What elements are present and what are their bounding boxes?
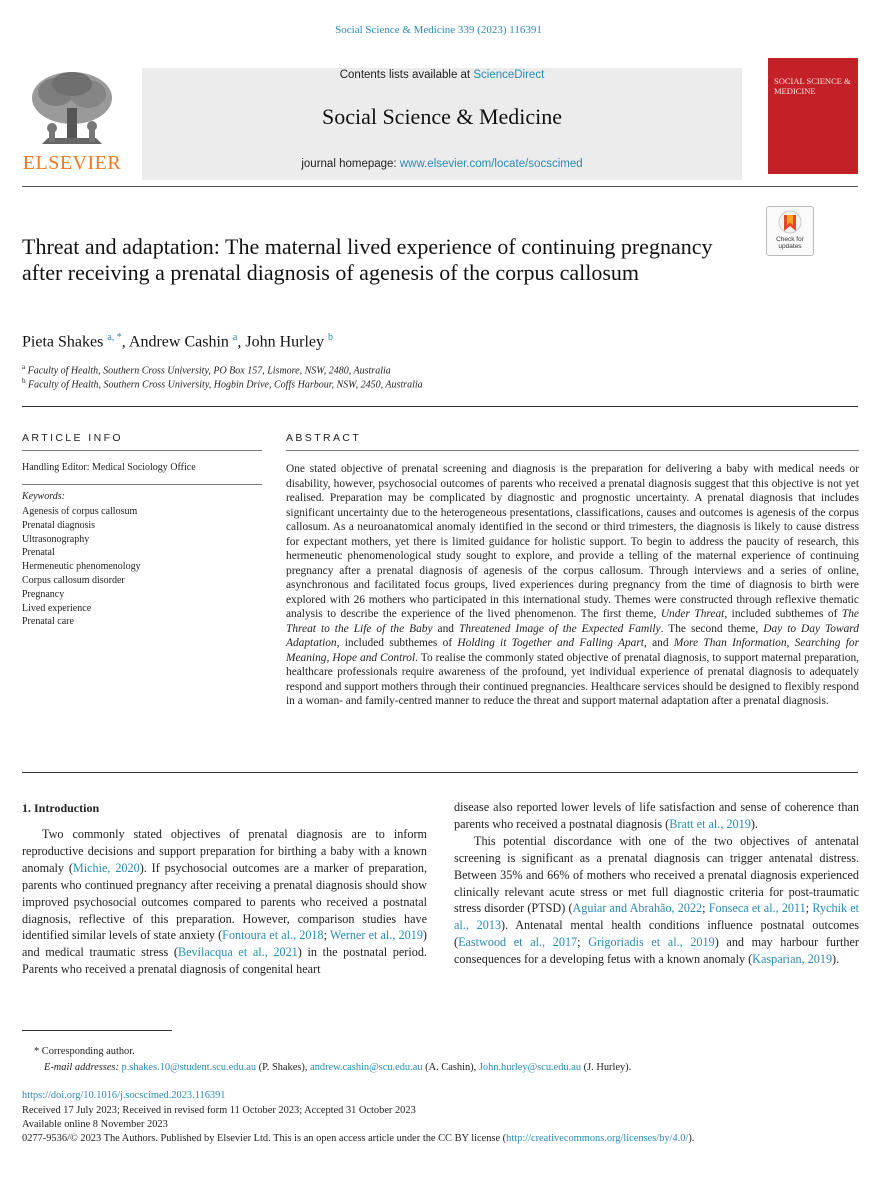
abstract-heading: ABSTRACT: [286, 432, 362, 444]
section-divider: [22, 406, 858, 407]
homepage-line: journal homepage: www.elsevier.com/locate/socscimed: [301, 158, 583, 170]
bookmark-icon: [767, 207, 813, 237]
available-online-date: Available online 8 November 2023: [22, 1119, 168, 1130]
keyword: Agenesis of corpus callosum: [22, 506, 138, 517]
journal-reference[interactable]: Social Science & Medicine 339 (2023) 116391: [335, 24, 542, 36]
check-for-updates-label: Check for updates: [776, 236, 804, 250]
affiliation: $^b$ Faculty of Health, Southern Cross University, Hogbin Drive, Coffs Harbour, NSW, 2450, Australia: [22, 377, 423, 391]
intro-paragraph: disease also reported lower levels of life satisfaction and sense of coherence than parents who received a postnatal diagnosis (Bratt et al., 2019).: [454, 800, 859, 831]
author-name[interactable]: Andrew Cashin: [128, 333, 229, 351]
handling-editor: Handling Editor: Medical Sociology Office: [22, 462, 196, 473]
intro-paragraph: Two commonly stated objectives of prenatal diagnosis are to inform reproductive decisions and support preparation for birthing a baby with a known anomaly (Michie, 2020). If psychosocial outcomes are a marker of preparation, parents who continued pregnancy after receiving a prenatal diagnosis should show improved psychosocial outcomes compared to parents who received a postnatal diagnosis, reflective of this preparation. However, comparison studies have identified similar levels of state anxiety (Fontoura et al., 2018; Werner et al., 2019) and medical traumatic stress (Bevilacqua et al., 2021) in the postnatal period. Parents who received a prenatal diagnosis of congenital heart: [22, 827, 427, 977]
author-name[interactable]: John Hurley: [245, 333, 324, 351]
header-divider: [22, 186, 858, 187]
keyword: Lived experience: [22, 602, 92, 614]
citation-link[interactable]: Werner et al., 2019: [329, 928, 423, 943]
author-affiliation-marker[interactable]: a, *: [107, 332, 122, 343]
citation-link[interactable]: Fonseca et al., 2011: [708, 901, 806, 916]
contents-line: Contents lists available at ScienceDirect: [339, 69, 545, 81]
citation-link[interactable]: Bevilacqua et al., 2021: [177, 945, 298, 960]
license-link[interactable]: http://creativecommons.org/licenses/by/4.0/: [506, 1133, 689, 1144]
citation-link[interactable]: Aguiar and Abrahão, 2022: [572, 901, 703, 916]
keyword: Ultrasonography: [22, 533, 90, 545]
license-statement: 0277-9536/© 2023 The Authors. Published by Elsevier Ltd. This is an open access article under the CC BY license (http://creativecommons.org/licenses/by/4.0/).: [22, 1133, 695, 1144]
sciencedirect-link[interactable]: ScienceDirect: [473, 69, 545, 81]
intro-paragraph: This potential discordance with one of the two objectives of antenatal screening is significant as a prenatal diagnosis can trigger antenatal distress. Between 35% and 66% of mothers who received a prenatal diagnosis experienced clinically relevant acute stress or met full diagnostic criteria for post-traumatic stress disorder (PTSD) (Aguiar and Abrahão, 2022; Fonseca et al., 2011; Rychik et al., 2013). Antenatal mental health conditions influence postnatal outcomes (Eastwood et al., 2017; Grigoriadis et al., 2019) and may harbour further consequences for a developing fetus with a known anomaly (Kasparian, 2019).: [454, 833, 860, 967]
article-info-heading: ARTICLE INFO: [22, 432, 123, 444]
citation-link[interactable]: Michie, 2020: [72, 860, 140, 875]
abstract-divider: [286, 450, 859, 451]
keyword: Pregnancy: [22, 588, 65, 600]
homepage-link[interactable]: www.elsevier.com/locate/socscimed: [399, 158, 583, 170]
email-link[interactable]: John.hurley@scu.edu.au: [478, 1062, 582, 1073]
keywords-label: Keywords:: [22, 491, 65, 502]
article-title: Threat and adaptation: The maternal lived experience of continuing pregnancy after receiving a prenatal diagnosis of agenesis of the corpus callosum: [22, 234, 713, 285]
received-dates: Received 17 July 2023; Received in revised form 11 October 2023; Accepted 31 October 2023: [22, 1105, 416, 1116]
journal-cover-title: SOCIAL SCIENCE & MEDICINE: [774, 76, 851, 96]
keywords-divider: [22, 484, 262, 485]
keyword: Prenatal care: [22, 616, 74, 628]
affiliation: $^a$ Faculty of Health, Southern Cross University, PO Box 157, Lismore, NSW, 2480, Australia: [22, 363, 391, 377]
abstract-text: One stated objective of prenatal screening and diagnosis is the preparation for delivering a baby with medical needs or disability, however, psychosocial outcomes of parents who received a prenatal diagnosis suggest that this objective is not yet realised. Preparation may be complicated by diagnostic and prognostic uncertainty. A prenatal diagnosis that includes significant uncertainty due to the heterogeneous presentations, classifications, causes and outcomes is agenesis of the corpus callosum. As a neuroanatomical anomaly identified in the second or third trimesters, the diagnosis is likely to cause distress for expectant mothers, yet there is limited guidance for holistic support. To begin to address the paucity of research, this hermeneutic phenomenological study sought to explore, and provide a telling of the maternal experience of continuing pregnancy after a prenatal diagnosis of agenesis of the corpus callosum. Through interviews and a series of online, asynchronous and facilitated focus groups, lived experiences during pregnancy from the time of diagnosis to birth were explored with 26 mothers who participated in this international study. Themes were constructed through reflexive thematic analysis to describe the experience of the lived phenomenon. The first theme, Under Threat, included subthemes of The Threat to the Life of the Baby and Threatened Image of the Expected Family. The second theme, Day to Day Toward Adaptation, included subthemes of Holding it Together and Falling Apart, and More Than Information, Searching for Meaning, Hope and Control. To realise the commonly stated objective of prenatal diagnosis, to support maternal preparation, healthcare professionals require awareness of the profound, yet individual experience of prenatal diagnosis to adequately respond and support mothers through their continued pregnancies. Healthcare services should be designed to flexibly respond in a woman- and family-centred manner to reduce the threat and support maternal adaptation after a prenatal diagnosis.: [286, 463, 859, 707]
keyword: Hermeneutic phenomenology: [22, 561, 141, 573]
elsevier-wordmark: ELSEVIER: [22, 152, 122, 174]
email-addresses: E-mail addresses: p.shakes.10@student.scu.edu.au (P. Shakes), andrew.cashin@scu.edu.au (A. Cashin), John.hurley@scu.edu.au (J. Hurley).: [44, 1062, 632, 1073]
intro-column-left: [22, 826, 427, 978]
email-link[interactable]: andrew.cashin@scu.edu.au: [310, 1062, 423, 1073]
keyword: Corpus callosum disorder: [22, 574, 125, 586]
footnote-divider: [22, 1030, 172, 1031]
author-name[interactable]: Pieta Shakes: [22, 333, 104, 351]
email-link[interactable]: p.shakes.10@student.scu.edu.au: [121, 1062, 257, 1073]
doi-link[interactable]: https://doi.org/10.1016/j.socscimed.2023.116391: [22, 1090, 226, 1101]
author-affiliation-marker[interactable]: a: [232, 332, 238, 343]
citation-link[interactable]: Eastwood et al., 2017: [458, 935, 578, 950]
keyword-list: [22, 505, 262, 629]
citation-link[interactable]: Bratt et al., 2019: [669, 816, 751, 831]
author-affiliation-marker[interactable]: b: [328, 332, 333, 343]
citation-link[interactable]: Rychik et al., 2013: [454, 901, 860, 933]
introduction-heading: 1. Introduction: [22, 801, 100, 815]
keyword: Prenatal: [22, 547, 55, 559]
citation-link[interactable]: Grigoriadis et al., 2019: [588, 935, 715, 950]
author-list: Pieta Shakes $^{a, *}$, Andrew Cashin $^a$, John Hurley $^b$: [22, 332, 333, 351]
journal-title: Social Science & Medicine: [321, 104, 563, 129]
intro-column-right: [454, 799, 859, 968]
article-info-divider: [22, 450, 262, 451]
citation-link[interactable]: Kasparian, 2019: [752, 952, 833, 967]
corresponding-author-note: * Corresponding author.: [34, 1046, 135, 1057]
abstract-end-divider: [22, 772, 858, 773]
citation-link[interactable]: Fontoura et al., 2018: [222, 928, 324, 943]
keyword: Prenatal diagnosis: [22, 519, 96, 531]
